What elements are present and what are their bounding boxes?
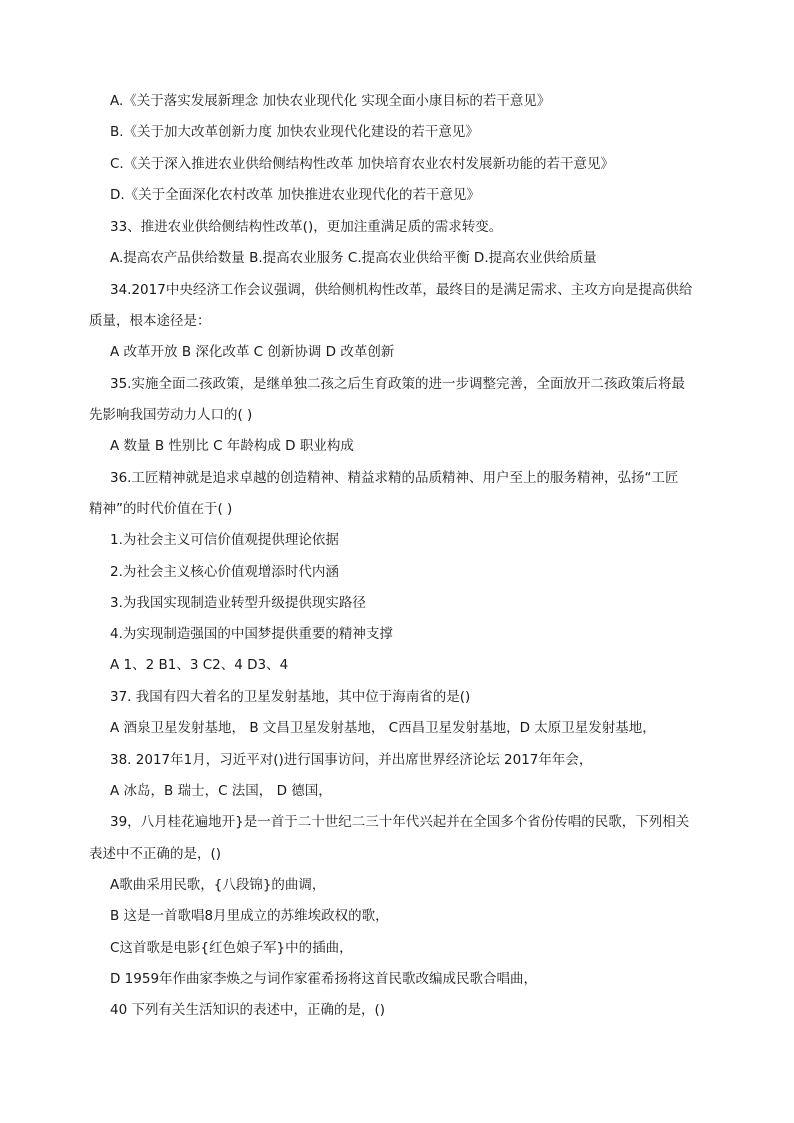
question-33: 33、推进农业供给侧结构性改革()，更加注重满足质的需求转变。 — [110, 219, 503, 235]
question-40: 40 下列有关生活知识的表述中，正确的是，() — [110, 1002, 386, 1018]
question-34-cont: 质量，根本途径是： — [89, 313, 211, 329]
question-35-options: A 数量 B 性别比 C 年龄构成 D 职业构成 — [110, 438, 354, 454]
question-36-options: A 1、2 B1、3 C2、4 D3、4 — [110, 657, 289, 673]
question-34-options: A 改革开放 B 深化改革 C 创新协调 D 改革创新 — [110, 344, 395, 360]
question-39-option-a: A歌曲采用民歌，{八段锦}的曲调， — [110, 877, 326, 893]
question-39-cont: 表述中不正确的是，() — [89, 846, 222, 862]
question-38: 38. 2017年1月，习近平对()进行国事访问，并出席世界经济论坛 2017年年会， — [110, 752, 593, 768]
question-36-cont: 精神”的时代价值在于( ) — [89, 501, 233, 517]
question-36-item-1: 1.为社会主义可信价值观提供理论依据 — [110, 532, 339, 548]
question-38-options: A 冰岛，B 瑞士，C 法国， D 德国， — [110, 783, 332, 799]
question-36-item-2: 2.为社会主义核心价值观增添时代内涵 — [110, 564, 339, 580]
question-36-item-3: 3.为我国实现制造业转型升级提供现实路径 — [110, 595, 366, 611]
question-39-option-c: C这首歌是电影{红色娘子军}中的插曲， — [110, 940, 353, 956]
question-36-item-4: 4.为实现制造强国的中国梦提供重要的精神支撑 — [110, 626, 393, 642]
question-35: 35.实施全面二孩政策，是继单独二孩之后生育政策的进一步调整完善，全面放开二孩政策后将最 — [110, 376, 685, 392]
option-b-text: B.《关于加大改革创新力度 加快农业现代化建设的若干意见》 — [110, 124, 479, 140]
option-d-text: D.《关于全面深化农村改革 加快推进农业现代化的若干意见》 — [110, 187, 480, 203]
question-39: 39，八月桂花遍地开}是一首于二十世纪二三十年代兴起并在全国多个省份传唱的民歌，下列相关 — [110, 814, 690, 830]
option-c-text: C.《关于深入推进农业供给侧结构性改革 加快培育农业农村发展新功能的若干意见》 — [110, 156, 615, 172]
question-39-option-d: D 1959年作曲家李焕之与词作家霍希扬将这首民歌改编成民歌合唱曲， — [110, 971, 538, 987]
question-36: 36.工匠精神就是追求卓越的创造精神、精益求精的品质精神、用户至上的服务精神，弘扬“工匠 — [110, 470, 679, 486]
question-33-options: A.提高农产品供给数量 B.提高农业服务 C.提高农业供给平衡 D.提高农业供给质量 — [110, 250, 597, 266]
question-37: 37. 我国有四大着名的卫星发射基地，其中位于海南省的是() — [110, 689, 471, 705]
question-34: 34.2017中央经济工作会议强调，供给侧机构性改革，最终目的是满足需求、主攻方向是提高供给 — [110, 282, 693, 298]
option-a-text: A.《关于落实发展新理念 加快农业现代化 实现全面小康目标的若干意见》 — [110, 93, 551, 109]
question-39-option-b: B 这是一首歌唱8月里成立的苏维埃政权的歌， — [110, 908, 389, 924]
question-37-options: A 酒泉卫星发射基地， B 文昌卫星发射基地， C西昌卫星发射基地，D 太原卫星发射基地， — [110, 720, 656, 736]
question-35-cont: 先影响我国劳动力人口的( ) — [89, 407, 253, 423]
